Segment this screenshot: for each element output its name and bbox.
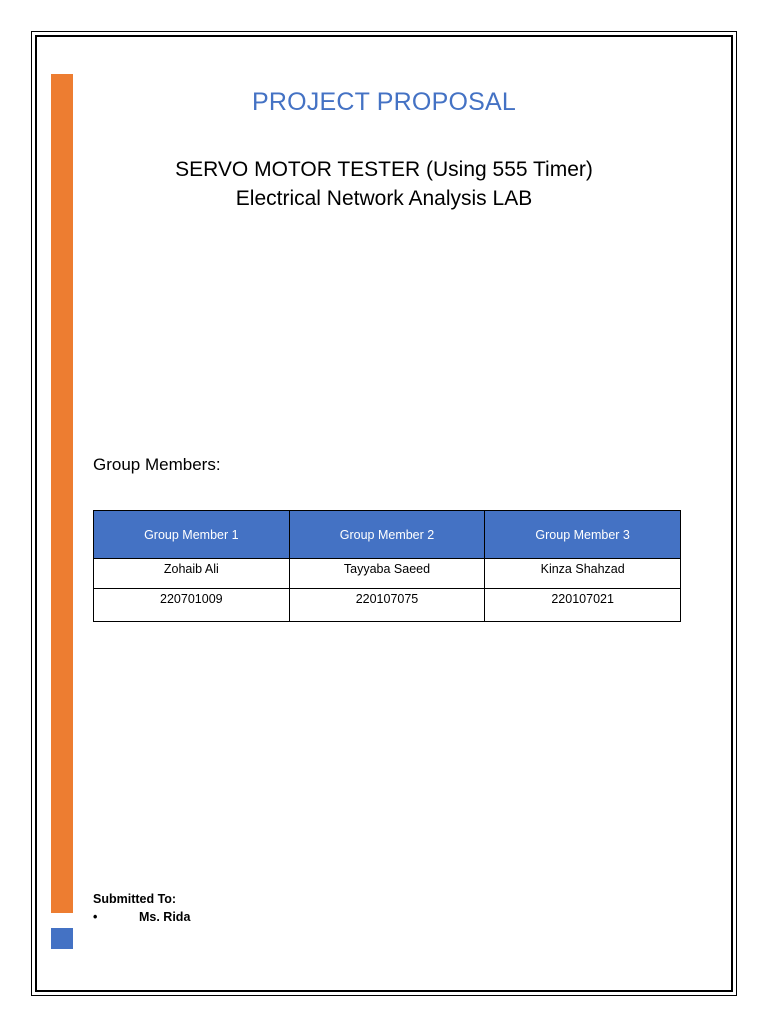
table-row-names [94,559,681,589]
table-header-row [94,511,681,559]
member-id-cell: 220107075 [289,589,485,622]
table-header-cell: Group Member 1 [94,511,290,559]
bullet-icon: • [93,910,98,924]
blue-side-square [51,928,73,949]
table-row-ids [94,589,681,622]
document-title: PROJECT PROPOSAL [252,88,516,116]
table-header-cell: Group Member 2 [289,511,485,559]
member-name-cell: Kinza Shahzad [485,559,681,589]
course-subtitle: Electrical Network Analysis LAB [235,187,533,210]
group-members-table [93,510,681,622]
member-id-cell: 220701009 [94,589,290,622]
group-members-heading: Group Members: [93,455,221,474]
submitted-to-name: Ms. Rida [139,910,191,924]
submitted-to-item [93,910,190,924]
member-id-cell: 220107021 [485,589,681,622]
member-name-cell: Tayyaba Saeed [289,559,485,589]
table-header-cell: Group Member 3 [485,511,681,559]
member-name-cell: Zohaib Ali [94,559,290,589]
project-subtitle: SERVO MOTOR TESTER (Using 555 Timer) [175,158,593,181]
submitted-to-label: Submitted To: [93,892,177,906]
